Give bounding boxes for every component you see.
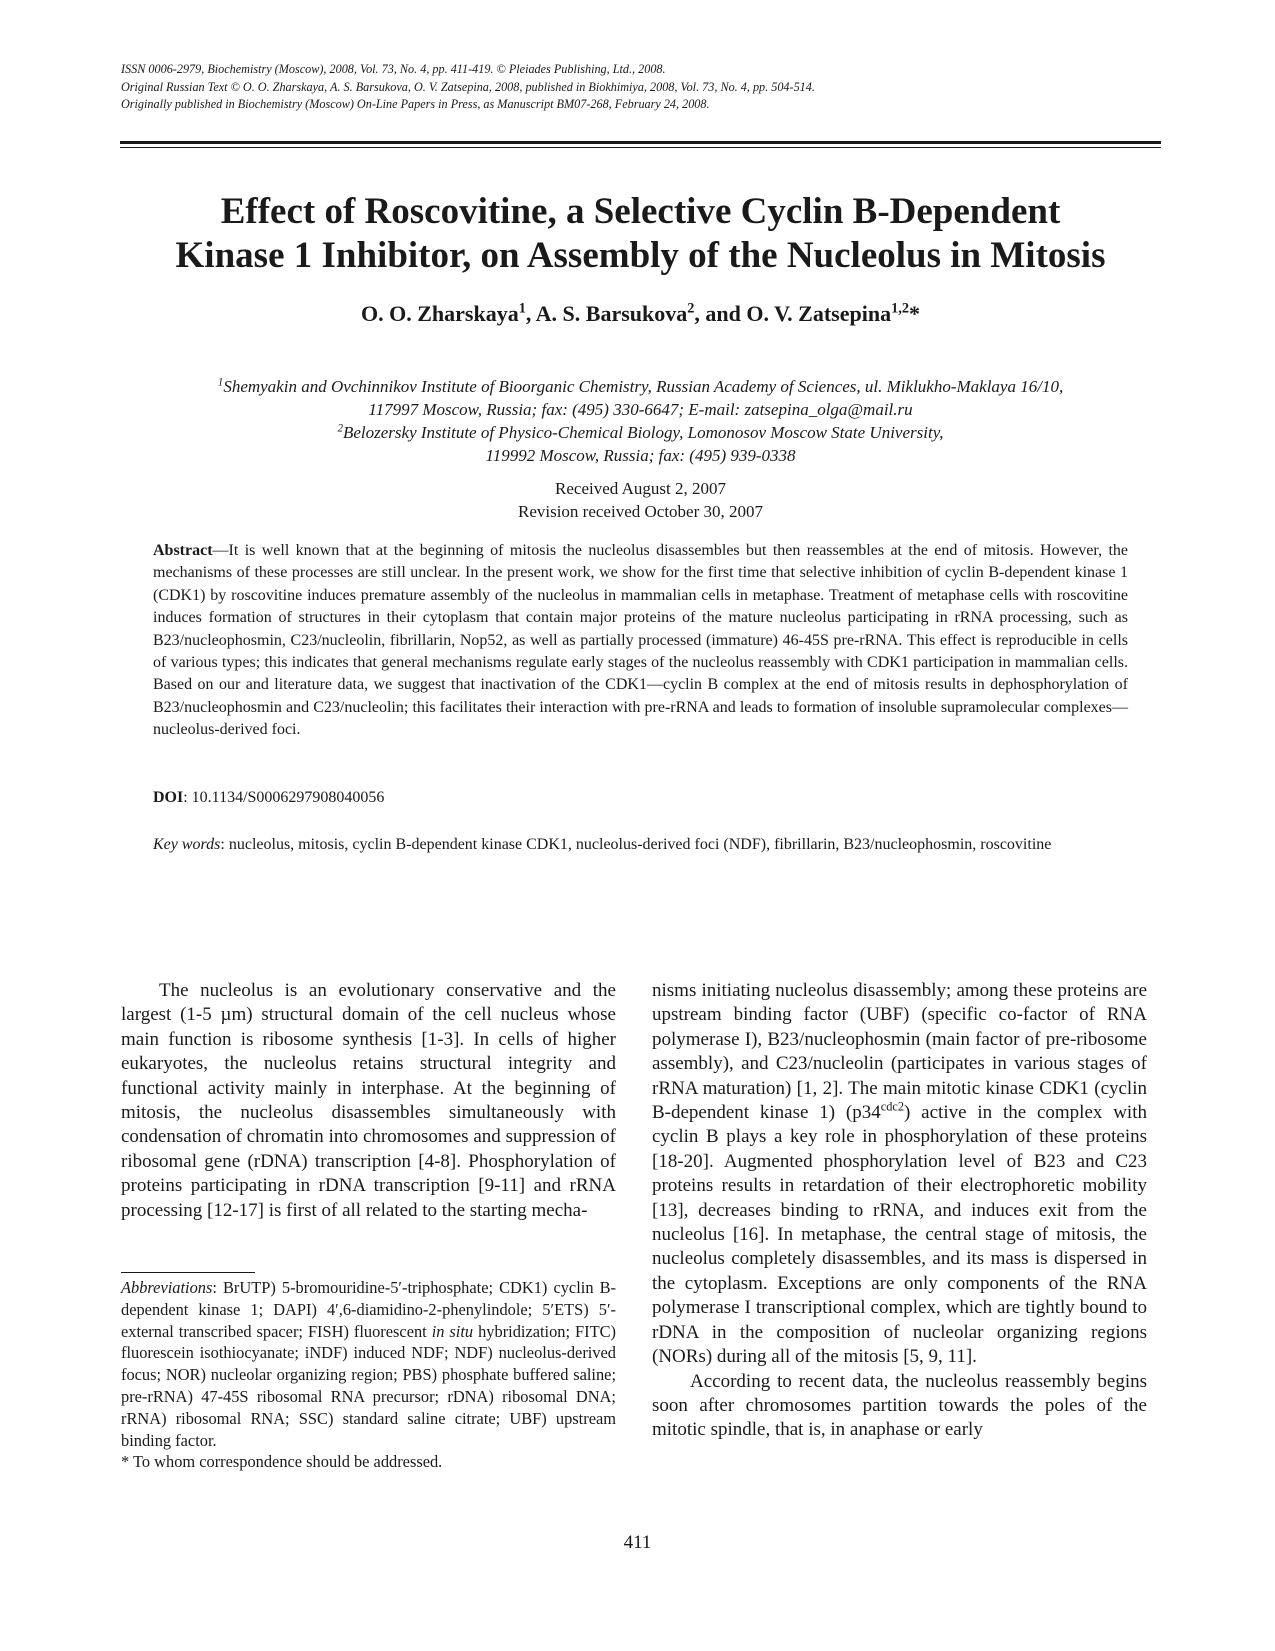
header-line-issn: ISSN 0006-2979, Biochemistry (Moscow), 2008, Vol. 73, No. 4, pp. 411-419. © Pleiades Publishing, Ltd., 2008. (121, 62, 666, 76)
footnotes (121, 1277, 616, 1473)
keywords (153, 834, 1128, 856)
abstract-text: —It is well known that at the beginning of mitosis the nucleolus disassembles but then reassembles at the end of mitosis. However, the mechanisms of these processes are still unclear. In the present work, we show for the first time that selective inhibition of cyclin B-dependent kinase 1 (CDK1) by roscovitine induces premature assembly of the nucleolus in mammalian cells in metaphase. Treatment of metaphase cells with roscovitine induces formation of structures in their cytoplasm that contain major proteins of the mature nucleolus participating in rRNA processing, such as B23/nucleophosmin, C23/nucleolin, fibrillarin, Nop52, as well as partially processed (immature) 46-45S pre-rRNA. This effect is reproducible in cells of various types; this indicates that general mechanisms regulate early stages of the nucleolus reassembly with CDK1 participation in mammalian cells. Based on our and literature data, we suggest that inactivation of the CDK1—cyclin B complex at the end of mitosis results in dephosphorylation of B23/nucleophosmin and C23/nucleolin; this facilitates their interaction with pre-rRNA and leads to formation of insoluble supramolecular complexes—nucleolus-derived foci. (153, 542, 1128, 739)
corresponding-star: * (908, 301, 920, 326)
author-1-affil: 1 (518, 300, 526, 317)
affiliation-2-line-1: $^2$Belozersky Institute of Physico-Chemical Biology, Lomonosov Moscow State University, (337, 422, 944, 442)
received-dates (120, 477, 1161, 523)
body-paragraph: According to recent data, the nucleolus reassembly begins soon after chromosomes partition towards the poles of the mitotic spindle, that is, in anaphase or early (652, 1370, 1147, 1441)
body-paragraph: The nucleolus is an evolutionary conservative and the largest (1-5 µm) structural domain of the cell nucleus whose main function is ribosome synthesis [1-3]. In cells of higher eukaryotes, the nucleolus retains structural integrity and functional activity mainly in interphase. At the beginning of mitosis, the nucleolus disassembles simultaneously with condensation of chromatin into chromosomes and suppression of ribosomal gene (rDNA) transcription [4-8]. Phosphorylation of proteins participating in rDNA transcription [9-11] and rRNA processing [12-17] is first of all related to the starting mecha- (121, 980, 616, 1221)
footnote-rule (121, 1272, 255, 1273)
author-3-affil: 1,2 (891, 300, 909, 317)
header-rule-thin (120, 147, 1161, 148)
affiliation-1-line-2: 117997 Moscow, Russia; fax: (495) 330-6647; E-mail: zatsepina_olga@mail.ru (368, 400, 913, 419)
body-paragraph: nisms initiating nucleolus disassembly; among these proteins are upstream binding factor (UBF) (specific co-factor of RNA polymerase I), B23/nucleophosmin (main factor of pre-ribosome assembly), and C23/nucleolin (participates in various stages of rRNA maturation) [1, 2]. The main mitotic kinase CDK1 (cyclin B-dependent kinase 1) $(p34^{cdc2})$ active in the complex with cyclin B plays a key role in phosphorylation of these proteins [18-20]. Augmented phosphorylation level of B23 and C23 proteins results in retardation of their electrophoretic mobility [13], decreases binding to rRNA, and induces exit from the nucleolus [16]. In metaphase, the central stage of mitosis, the nucleolus completely disassembles, and its mass is dispersed in the cytoplasm. Exceptions are only components of the RNA polymerase I transcriptional complex, which are tightly bound to rDNA in the composition of nucleolar organizing regions (NORs) during all of the mitosis [5, 9, 11]. (652, 980, 1147, 1368)
author-2-affil: 2 (687, 300, 695, 317)
keywords-value: : nucleolus, mitosis, cyclin B-dependent kinase CDK1, nucleolus-derived foci (NDF), fibrillarin, B23/nucleophosmin, roscovitine (220, 836, 1052, 853)
correspondence-footnote: * To whom correspondence should be addressed. (121, 1452, 443, 1472)
author-1: O. O. Zharskaya (361, 301, 519, 326)
abbreviations-label: Abbreviations (121, 1278, 213, 1297)
doi-label: DOI (153, 789, 184, 806)
title-line-2: Kinase 1 Inhibitor, on Assembly of the Nucleolus in Mitosis (175, 235, 1106, 276)
header-line-original: Original Russian Text © O. O. Zharskaya, A. S. Barsukova, O. V. Zatsepina, 2008, published in Biokhimiya, 2008, Vol. 73, No. 4, pp. 504-514. (121, 79, 815, 94)
body-column-left (121, 979, 616, 1223)
author-list (120, 300, 1161, 328)
doi-value: : 10.1134/S0006297908040056 (183, 789, 385, 806)
body-column-right (652, 979, 1147, 1443)
affiliation-1-line-1: $^1$Shemyakin and Ovchinnikov Institute of Bioorganic Chemistry, Russian Academy of Sciences, ul. Miklukho-Maklaya 16/10, (217, 376, 1064, 396)
paper-title (120, 190, 1161, 278)
abstract (153, 540, 1128, 742)
received-date: Received August 2, 2007 (555, 479, 726, 498)
keywords-label: Key words (153, 836, 221, 853)
author-separator: , (525, 301, 536, 326)
journal-header (121, 61, 1161, 114)
doi (153, 787, 1128, 809)
abstract-label: Abstract (153, 542, 213, 559)
title-line-1: Effect of Roscovitine, a Selective Cyclin B-Dependent (220, 191, 1061, 232)
cdc2-superscript: cdc2 (880, 1099, 905, 1114)
header-rule-thick (120, 141, 1161, 144)
page-number: 411 (623, 1532, 652, 1553)
author-separator: , and (694, 301, 747, 326)
affiliation-1-mark: 1 (217, 376, 224, 389)
header-line-online: Originally published in Biochemistry (Moscow) On-Line Papers in Press, as Manuscript BM07-268, February 24, 2008. (121, 97, 710, 111)
affiliation-2-mark: 2 (337, 422, 343, 435)
author-2: A. S. Barsukova (535, 301, 688, 326)
affiliation-2-line-2: 119992 Moscow, Russia; fax: (495) 939-0338 (485, 446, 796, 465)
revision-date: Revision received October 30, 2007 (517, 502, 763, 521)
author-3: O. V. Zatsepina (746, 301, 892, 326)
affiliations (120, 375, 1161, 467)
abbreviations-footnote: Abbreviations: BrUTP) 5-bromouridine-5′-triphosphate; CDK1) cyclin B-dependent kinase 1; DAPI) 4′,6-diamidino-2-phenylindole; 5′ETS) 5′-external transcribed spacer; FISH) fluorescent in situ hybridization; FITC) fluorescein isothiocyanate; iNDF) induced NDF; NDF) nucleolus-derived focus; NOR) nucleolar organizing region; PBS) phosphate buffered saline; pre-rRNA) 47-45S ribosomal RNA precursor; rDNA) ribosomal DNA; rRNA) ribosomal RNA; SSC) standard saline citrate; UBF) upstream binding factor. (121, 1278, 617, 1450)
